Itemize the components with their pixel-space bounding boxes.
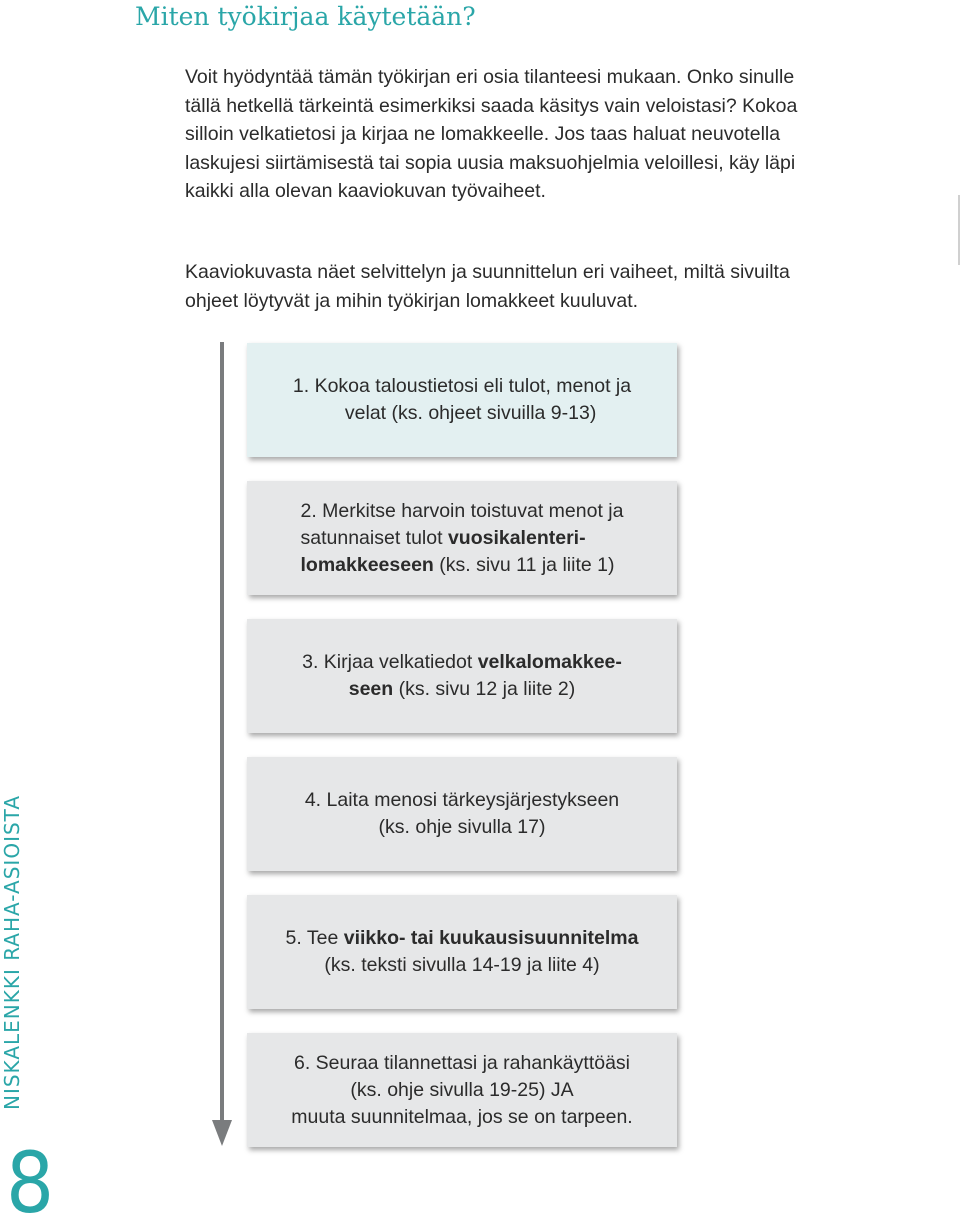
step-1-line-1: 1. Kokoa taloustietosi eli tulot, menot ja <box>292 375 632 397</box>
step-4-line-1: 4. Laita menosi tärkeysjärjestykseen <box>304 789 620 811</box>
step-1-line-2: velat (ks. ohjeet sivuilla 9-13) <box>344 402 597 424</box>
step-2-emphasis-2: lomakkeeseen <box>300 553 434 576</box>
step-5-emphasis: viikko- tai kuukausisuunnitelma <box>343 927 639 949</box>
intro-paragraph-1: Voit hyödyntää tämän työkirjan eri osia tilanteesi mukaan. Onko sinulle tällä hetkellä tärkeintä esimerkiksi saada käsitys vain veloistasi? Kokoa silloin velkatietosi ja kirjaa ne lomakkeelle. Jos taas haluat neuvotella laskujesi siirtämisestä tai sopia uusia maksuohjelmia veloillesi, käy läpi kaikki alla olevan kaaviokuvan työvaiheet. <box>185 66 798 202</box>
step-2-text <box>301 498 624 579</box>
step-box-6 <box>247 1033 677 1147</box>
step-2-emphasis-1: vuosikalenteri- <box>447 526 586 549</box>
step-6-line-3: muuta suunnitelmaa, jos se on tarpeen. <box>291 1105 633 1128</box>
step-3-emphasis-1: velkalomakkee- <box>477 651 622 673</box>
step-3-line-2: (ks. sivu 12 ja liite 2) <box>393 678 576 700</box>
step-box-1 <box>247 343 677 457</box>
step-3-emphasis-2: seen <box>348 678 394 700</box>
page-number: 8 <box>6 1134 55 1232</box>
step-4-line-2: (ks. ohje sivulla 17) <box>378 816 546 838</box>
timeline-arrow-down-icon <box>212 1120 232 1146</box>
step-5-line-2: (ks. teksti sivulla 14-19 ja liite 4) <box>324 954 600 976</box>
step-box-3 <box>247 619 677 733</box>
step-3-line-1: 3. Kirjaa velkatiedot <box>302 651 478 673</box>
step-4-text <box>305 787 619 841</box>
step-2-line-1: 2. Merkitse harvoin toistuvat menot ja <box>300 499 624 522</box>
step-box-4 <box>247 757 677 871</box>
step-3-text <box>302 649 622 703</box>
step-6-line-1: 6. Seuraa tilannettasi ja rahankäyttöäsi <box>293 1051 631 1074</box>
step-2-line-3: (ks. sivu 11 ja liite 1) <box>433 553 615 576</box>
timeline-line <box>220 342 224 1122</box>
step-5-text <box>286 925 639 979</box>
step-1-text <box>293 373 631 427</box>
step-5-line-1: 5. Tee <box>285 927 344 949</box>
page-title: Miten työkirjaa käytetään? <box>135 2 476 31</box>
step-box-2 <box>247 481 677 595</box>
step-6-line-2: (ks. ohje sivulla 19-25) JA <box>350 1078 574 1101</box>
intro-paragraph-2: Kaaviokuvasta näet selvittelyn ja suunnittelun eri vaiheet, miltä sivuilta ohjeet löytyvät ja mihin työkirjan lomakkeet kuuluvat. <box>185 261 790 312</box>
side-label: NISKALENKKI RAHA-ASIOISTA <box>0 794 24 1110</box>
step-6-text <box>291 1050 632 1131</box>
step-box-5 <box>247 895 677 1009</box>
step-2-line-2: satunnaiset tulot <box>300 526 448 549</box>
